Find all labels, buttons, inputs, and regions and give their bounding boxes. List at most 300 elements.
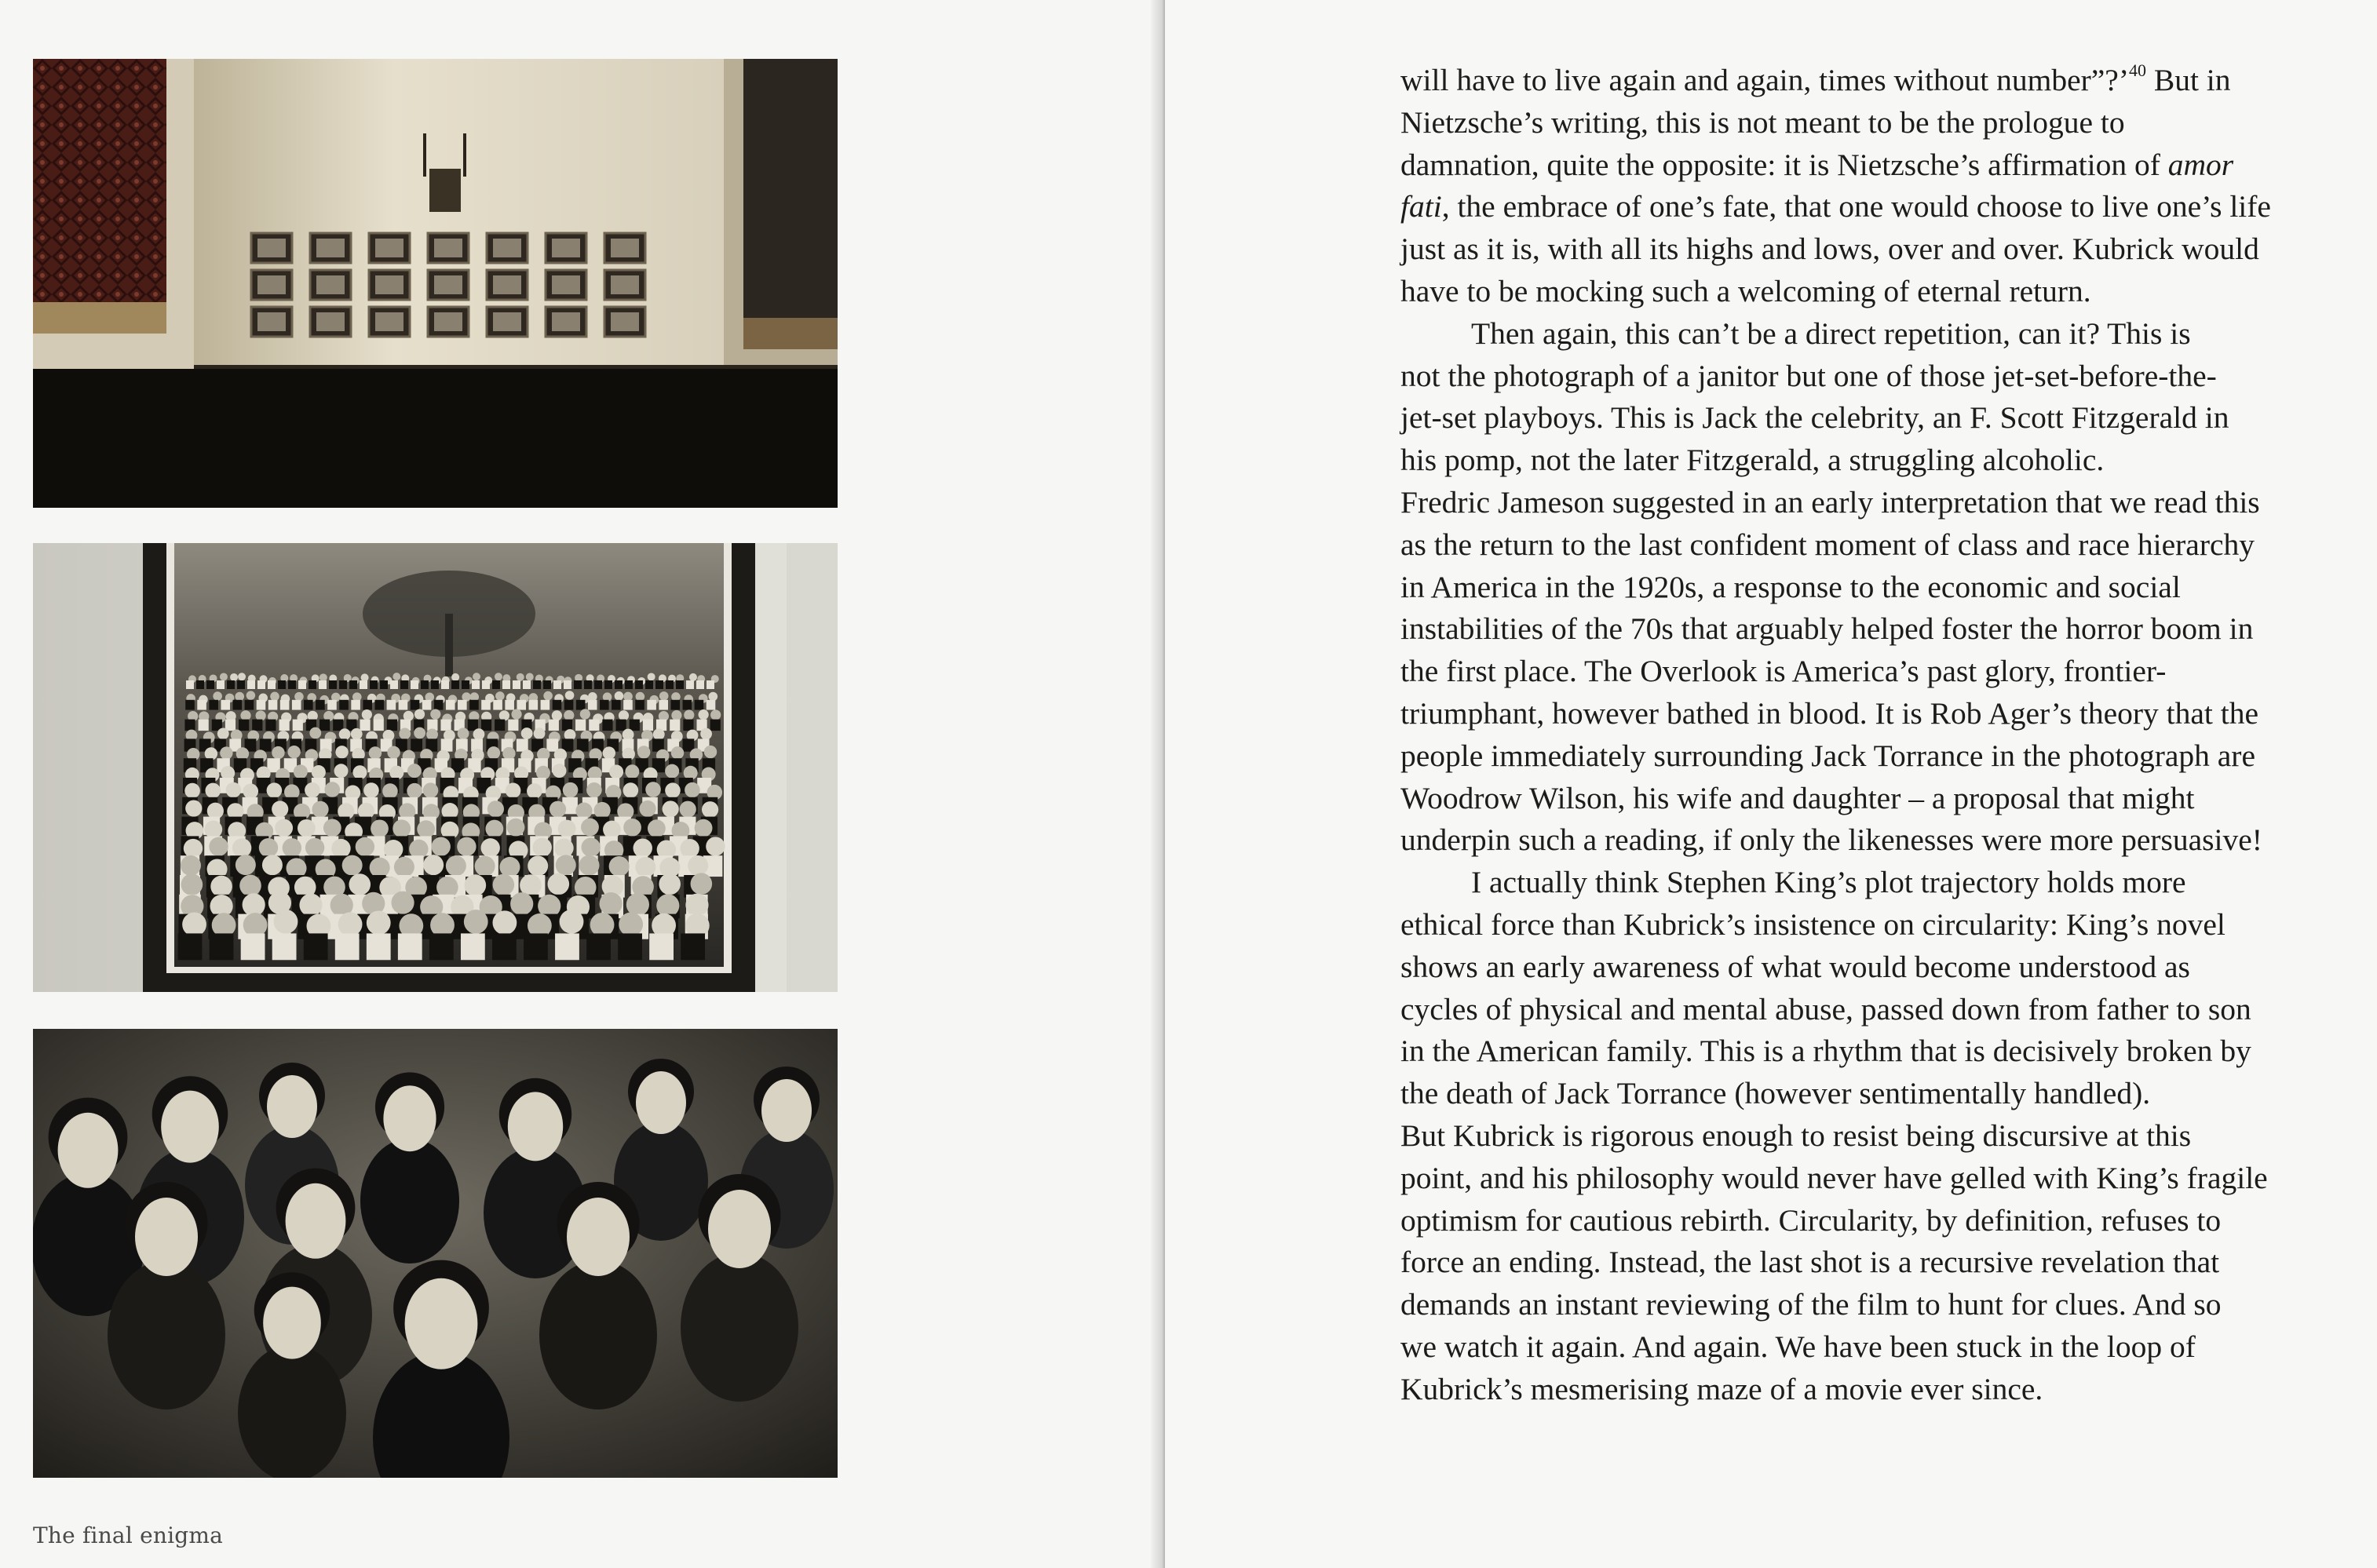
crowd-face: [495, 691, 505, 701]
crowd-face: [205, 747, 217, 760]
text-line-content: his pomp, not the later Fitzgerald, a struggling alcoholic.: [1400, 443, 2105, 478]
crowd-body: [655, 680, 663, 689]
crowd-face: [685, 894, 708, 917]
crowd-face: [586, 782, 602, 798]
crowd-face: [553, 764, 567, 778]
framed-photo-image: [257, 312, 286, 331]
crowd-face: [619, 913, 643, 937]
crowd-face: [407, 764, 422, 778]
crowd-body: [257, 700, 266, 710]
crowd-body: [399, 700, 408, 710]
crowd-face: [609, 856, 630, 877]
crowd-body: [197, 700, 206, 710]
italic-text: fati: [1400, 189, 1442, 224]
photo-framed-group: [33, 543, 838, 992]
crowd-body: [553, 680, 561, 689]
text-line: [1400, 102, 2327, 144]
crowd-body: [647, 700, 656, 710]
crowd-body: [586, 933, 611, 960]
crowd-face: [656, 894, 679, 917]
crowd-body: [339, 680, 347, 689]
text-line: [1400, 1326, 2327, 1369]
person-face: [636, 1071, 686, 1134]
page-caption: The final enigma: [33, 1522, 224, 1548]
crowd-body: [390, 680, 398, 689]
crowd-face: [204, 820, 222, 838]
framed-photo-image: [434, 312, 462, 331]
crowd-face: [367, 910, 391, 935]
crowd-body: [431, 680, 439, 689]
crowd-body: [451, 680, 459, 689]
crowd-face: [298, 819, 316, 837]
crowd-face: [464, 910, 488, 934]
crowd-face: [521, 727, 533, 739]
crowd-face: [387, 746, 400, 759]
text-line-content: Kubrick’s mesmerising maze of a movie ever since.: [1400, 1371, 2043, 1406]
crowd-face: [695, 819, 713, 837]
person-face: [263, 1287, 321, 1359]
crowd-body: [316, 700, 325, 710]
text-line: [1400, 989, 2327, 1031]
crowd-face: [684, 709, 694, 720]
crowd-face: [393, 819, 411, 837]
footnote-ref: 40: [2128, 60, 2146, 80]
crowd-face: [210, 876, 232, 898]
text-line-content: shows an early awareness of what would become understood as: [1400, 949, 2190, 984]
framed-photo-image: [375, 239, 403, 257]
crowd-body: [247, 680, 255, 689]
crowd-body: [574, 680, 582, 689]
crowd-face: [554, 838, 573, 857]
crowd-face: [485, 820, 503, 838]
framed-photo-image: [316, 275, 345, 294]
crowd-face: [246, 691, 256, 700]
crowd-face: [506, 783, 521, 799]
text-line-content: not the photograph of a janitor but one of those jet-set-before-the-: [1400, 358, 2217, 393]
crowd-body: [564, 700, 574, 710]
crowd-face: [550, 801, 566, 818]
crowd-face: [636, 692, 645, 702]
crowd-face: [603, 746, 615, 759]
crowd-body: [245, 700, 254, 710]
text-line-content: Woodrow Wilson, his wife and daughter – a proposal that might: [1400, 780, 2195, 815]
crowd-body: [411, 700, 420, 710]
text-line-content: force an ending. Instead, the last shot is a recursive revelation that: [1400, 1245, 2220, 1280]
text-line: [1400, 608, 2327, 651]
person-face: [267, 1075, 317, 1138]
crowd-face: [423, 855, 444, 875]
crowd-body: [612, 700, 621, 710]
crowd-body: [209, 700, 218, 710]
text-line: [1400, 651, 2327, 693]
crowd-face: [475, 856, 495, 877]
crowd-body: [710, 720, 721, 731]
crowd-body: [604, 680, 612, 689]
text-line-content: demands an instant reviewing of the film to hunt for clues. And so: [1400, 1287, 2222, 1322]
crowd-face: [382, 783, 398, 799]
crowd-face: [671, 710, 681, 720]
text-line: [1400, 1115, 2327, 1158]
crowd-body: [461, 933, 485, 960]
text-line: [1400, 946, 2327, 989]
crowd-face: [352, 765, 367, 779]
crowd-body: [327, 700, 337, 710]
crowd-face: [534, 727, 546, 739]
text-line-content: in America in the 1920s, a response to the economic and social: [1400, 569, 2181, 604]
crowd-body: [440, 720, 451, 731]
crowd-body: [517, 738, 528, 751]
crowd-face: [575, 803, 592, 819]
crowd-face: [239, 875, 261, 897]
crowd-face: [680, 839, 699, 858]
crowd-face: [370, 858, 390, 878]
crowd-body: [616, 720, 626, 731]
crowd-face: [312, 765, 326, 779]
person-body: [539, 1260, 657, 1409]
crowd-face: [709, 692, 718, 702]
crowd-face: [558, 820, 576, 838]
crowd-body: [555, 933, 579, 960]
crowd-body: [252, 720, 262, 731]
crowd-face: [680, 801, 696, 818]
crowd-body: [553, 700, 562, 710]
crowd-body: [495, 720, 505, 731]
crowd-face: [533, 838, 552, 857]
text-line: [1400, 439, 2327, 482]
framed-photo-image: [375, 312, 403, 331]
person-face: [567, 1198, 630, 1276]
crowd-face: [564, 710, 574, 720]
crowd-body: [676, 680, 684, 689]
crowd-body: [472, 680, 480, 689]
crowd-body: [541, 700, 550, 710]
crowd-face: [305, 838, 324, 857]
crowd-body: [635, 700, 644, 710]
crowd-body: [562, 720, 572, 731]
crowd-face: [499, 710, 509, 720]
crowd-face: [619, 710, 629, 720]
crowd-body: [645, 680, 653, 689]
crowd-body: [351, 700, 360, 710]
crowd-body: [206, 680, 214, 689]
crowd-body: [594, 680, 602, 689]
crowd-face: [426, 728, 438, 740]
crowd-body: [178, 933, 203, 960]
crowd-body: [288, 680, 296, 689]
crowd-body: [505, 700, 514, 710]
text-line: [1400, 1073, 2327, 1115]
crowd-body: [686, 680, 694, 689]
crowd-face: [487, 746, 500, 759]
crowd-body: [278, 680, 286, 689]
text-line-content: will have to live again and again, times without number”?’: [1400, 63, 2129, 97]
text-line: [1400, 1030, 2327, 1073]
crowd-face: [339, 728, 351, 740]
crowd-body: [227, 680, 235, 689]
crowd-body: [237, 680, 245, 689]
crowd-face: [704, 746, 717, 758]
crowd-body: [707, 700, 716, 710]
text-line-content: as the return to the last confident moment of class and race hierarchy: [1400, 527, 2255, 562]
crowd-body: [546, 738, 558, 751]
crowd-body: [360, 680, 367, 689]
crowd-body: [670, 700, 680, 710]
crowd-body: [600, 700, 609, 710]
crowd-body: [533, 680, 541, 689]
crowd-body: [272, 933, 297, 960]
crowd-body: [199, 720, 209, 731]
crowd-body: [387, 720, 397, 731]
framed-photo-image: [493, 239, 521, 257]
crowd-face: [635, 857, 655, 877]
crowd-body: [681, 933, 705, 960]
crowd-body: [481, 700, 491, 710]
crowd-face: [430, 709, 440, 719]
photo-framed-group-image: [33, 543, 838, 992]
text-line: [1400, 693, 2327, 735]
crowd-face: [688, 855, 708, 876]
person-body: [360, 1138, 459, 1264]
crowd-face: [232, 838, 251, 857]
crowd-face: [625, 764, 639, 779]
text-line: [1400, 397, 2327, 439]
crowd-face: [391, 892, 414, 914]
text-line-content: jet-set playboys. This is Jack the celebrity, an F. Scott Fitzgerald in: [1400, 400, 2229, 436]
crowd-face: [527, 783, 542, 799]
crowd-face: [665, 782, 681, 798]
crowd-face: [685, 782, 700, 798]
crowd-face: [389, 766, 403, 780]
crowd-body: [185, 700, 195, 710]
crowd-face: [371, 819, 389, 837]
crowd-body: [589, 720, 599, 731]
crowd-body: [298, 680, 306, 689]
crowd-face: [283, 838, 301, 857]
framed-photo-image: [611, 239, 639, 257]
crowd-face: [417, 820, 435, 838]
crowd-face: [590, 913, 615, 937]
crowd-body: [400, 680, 408, 689]
crowd-body: [398, 933, 422, 960]
crowd-face: [446, 855, 466, 876]
crowd-face: [663, 800, 679, 817]
crowd-face: [272, 800, 288, 817]
crowd-face: [565, 691, 575, 700]
crowd-face: [691, 873, 713, 895]
crowd-body: [602, 720, 612, 731]
crowd-face: [552, 710, 562, 720]
crowd-face: [495, 673, 502, 680]
crowd-face: [272, 746, 284, 759]
photo-closeup-image: [33, 1029, 838, 1478]
crowd-face: [517, 673, 524, 681]
crowd-face: [543, 691, 553, 701]
body-text: [1400, 60, 2327, 1411]
crowd-body: [575, 720, 586, 731]
crowd-body: [707, 680, 714, 689]
person-face: [286, 1183, 346, 1259]
text-line: [1400, 356, 2327, 398]
crowd-face: [623, 729, 634, 741]
crowd-face: [331, 839, 350, 858]
crowd-body: [260, 738, 272, 751]
crowd-face: [623, 782, 639, 798]
crowd-body: [387, 700, 396, 710]
crowd-body: [309, 680, 316, 689]
crowd-face: [653, 728, 665, 740]
crowd-face: [299, 894, 322, 917]
text-line-content: damnation, quite the opposite: it is Nietzsche’s affirmation of: [1400, 147, 2168, 182]
crowd-face: [623, 692, 633, 702]
crowd-face: [659, 691, 669, 701]
text-line: [1400, 778, 2327, 820]
crowd-body: [481, 720, 491, 731]
crowd-face: [609, 764, 623, 779]
text-line: [1400, 271, 2327, 313]
text-line: [1400, 1369, 2327, 1411]
crowd-body: [524, 933, 548, 960]
text-line-content: , the embrace of one’s fate, that one would choose to live one’s life: [1441, 189, 2271, 224]
crowd-face: [230, 673, 238, 681]
crowd-face: [334, 764, 349, 778]
crowd-face: [556, 855, 576, 875]
crowd-face: [581, 819, 599, 837]
crowd-face: [706, 837, 725, 855]
framed-photo-image: [375, 275, 403, 294]
person-face: [161, 1091, 219, 1163]
crowd-body: [367, 933, 391, 960]
crowd-face: [645, 782, 661, 797]
photo-wall: [33, 59, 838, 508]
crowd-face: [493, 874, 515, 896]
crowd-body: [422, 700, 432, 710]
crowd-face: [236, 747, 249, 760]
crowd-face: [700, 728, 712, 740]
crowd-face: [275, 819, 293, 837]
crowd-face: [623, 819, 641, 837]
crowd-body: [239, 720, 249, 731]
crowd-face: [309, 727, 321, 739]
text-line: [1400, 1158, 2327, 1200]
crowd-face: [560, 910, 584, 934]
crowd-face: [243, 784, 258, 800]
text-line: [1400, 60, 2327, 102]
text-line: [1400, 862, 2327, 904]
crowd-body: [577, 738, 589, 751]
crowd-body: [588, 700, 597, 710]
text-line-content: Then again, this can’t be a direct repetition, can it? This is: [1471, 315, 2191, 351]
crowd-body: [319, 720, 330, 731]
crowd-face: [407, 783, 422, 799]
crowd-body: [380, 680, 388, 689]
crowd-face: [563, 782, 579, 798]
crowd-body: [292, 700, 301, 710]
text-line-content: Nietzsche’s writing, this is not meant to be the prologue to: [1400, 104, 2125, 140]
crowd-face: [451, 673, 459, 681]
crowd-face: [671, 746, 684, 759]
crowd-face: [510, 892, 533, 915]
framed-photo-image: [611, 275, 639, 294]
text-line-content: optimism for cautious rebirth. Circularity, by definition, refuses to: [1400, 1202, 2222, 1238]
text-line: [1400, 819, 2327, 862]
crowd-face: [423, 782, 439, 798]
crowd-body: [441, 738, 453, 751]
crowd-body: [670, 720, 680, 731]
person-face: [135, 1198, 198, 1276]
crowd-face: [699, 709, 709, 720]
crowd-body: [293, 720, 303, 731]
crowd-face: [581, 837, 600, 856]
left-page: [0, 0, 1165, 1568]
text-line: [1400, 313, 2327, 356]
crowd-face: [458, 727, 469, 739]
crowd-body: [502, 680, 510, 689]
crowd-body: [374, 720, 384, 731]
crowd-body: [265, 720, 276, 731]
crowd-face: [209, 837, 228, 856]
person-body: [681, 1253, 798, 1402]
person-face: [508, 1092, 563, 1161]
crowd-face: [220, 746, 232, 759]
crowd-face: [361, 673, 369, 681]
crowd-face: [481, 838, 500, 857]
text-line: [1400, 1242, 2327, 1284]
crowd-face: [217, 727, 229, 739]
crowd-body: [241, 933, 265, 960]
crowd-body: [280, 700, 290, 710]
crowd-face: [182, 913, 206, 937]
text-line: [1400, 186, 2327, 228]
framed-photo-image: [552, 239, 580, 257]
text-line-content: the death of Jack Torrance (however sentimentally handled).: [1400, 1076, 2151, 1111]
crowd-face: [369, 746, 382, 759]
text-line-content: the first place. The Overlook is America’s past glory, frontier-: [1400, 654, 2167, 689]
crowd-body: [635, 680, 643, 689]
text-line-content: ethical force than Kubrick’s insistence on circularity: King’s novel: [1400, 906, 2225, 942]
framed-photo-image: [316, 239, 345, 257]
crowd-face: [665, 764, 679, 779]
person-face: [383, 1085, 436, 1151]
person-face: [58, 1113, 119, 1188]
framed-photo-image: [316, 312, 345, 331]
crowd-face: [639, 800, 655, 817]
crowd-face: [526, 673, 534, 681]
text-line-content: people immediately surrounding Jack Torrance in the photograph are: [1400, 738, 2255, 773]
crowd-face: [615, 691, 624, 701]
crowd-face: [457, 837, 476, 856]
crowd-face: [603, 821, 621, 839]
person-body: [238, 1344, 346, 1478]
crowd-body: [523, 680, 531, 689]
crowd-body: [360, 720, 370, 731]
crowd-body: [630, 720, 640, 731]
crowd-body: [333, 720, 343, 731]
crowd-face: [528, 855, 548, 876]
text-line: [1400, 228, 2327, 271]
crowd-body: [411, 738, 422, 751]
crowd-body: [492, 933, 517, 960]
crowd-face: [414, 727, 425, 739]
crowd-body: [196, 680, 204, 689]
crowd-face: [305, 782, 320, 798]
crowd-face: [220, 673, 228, 680]
crowd-face: [213, 691, 222, 701]
crowd-face: [243, 893, 265, 916]
text-line-content: in the American family. This is a rhythm that is decisively broken by: [1400, 1034, 2251, 1069]
crowd-body: [549, 720, 559, 731]
crowd-face: [362, 709, 372, 720]
text-line-content: triumphant, however bathed in blood. It is Rob Ager’s theory that the: [1400, 695, 2259, 731]
